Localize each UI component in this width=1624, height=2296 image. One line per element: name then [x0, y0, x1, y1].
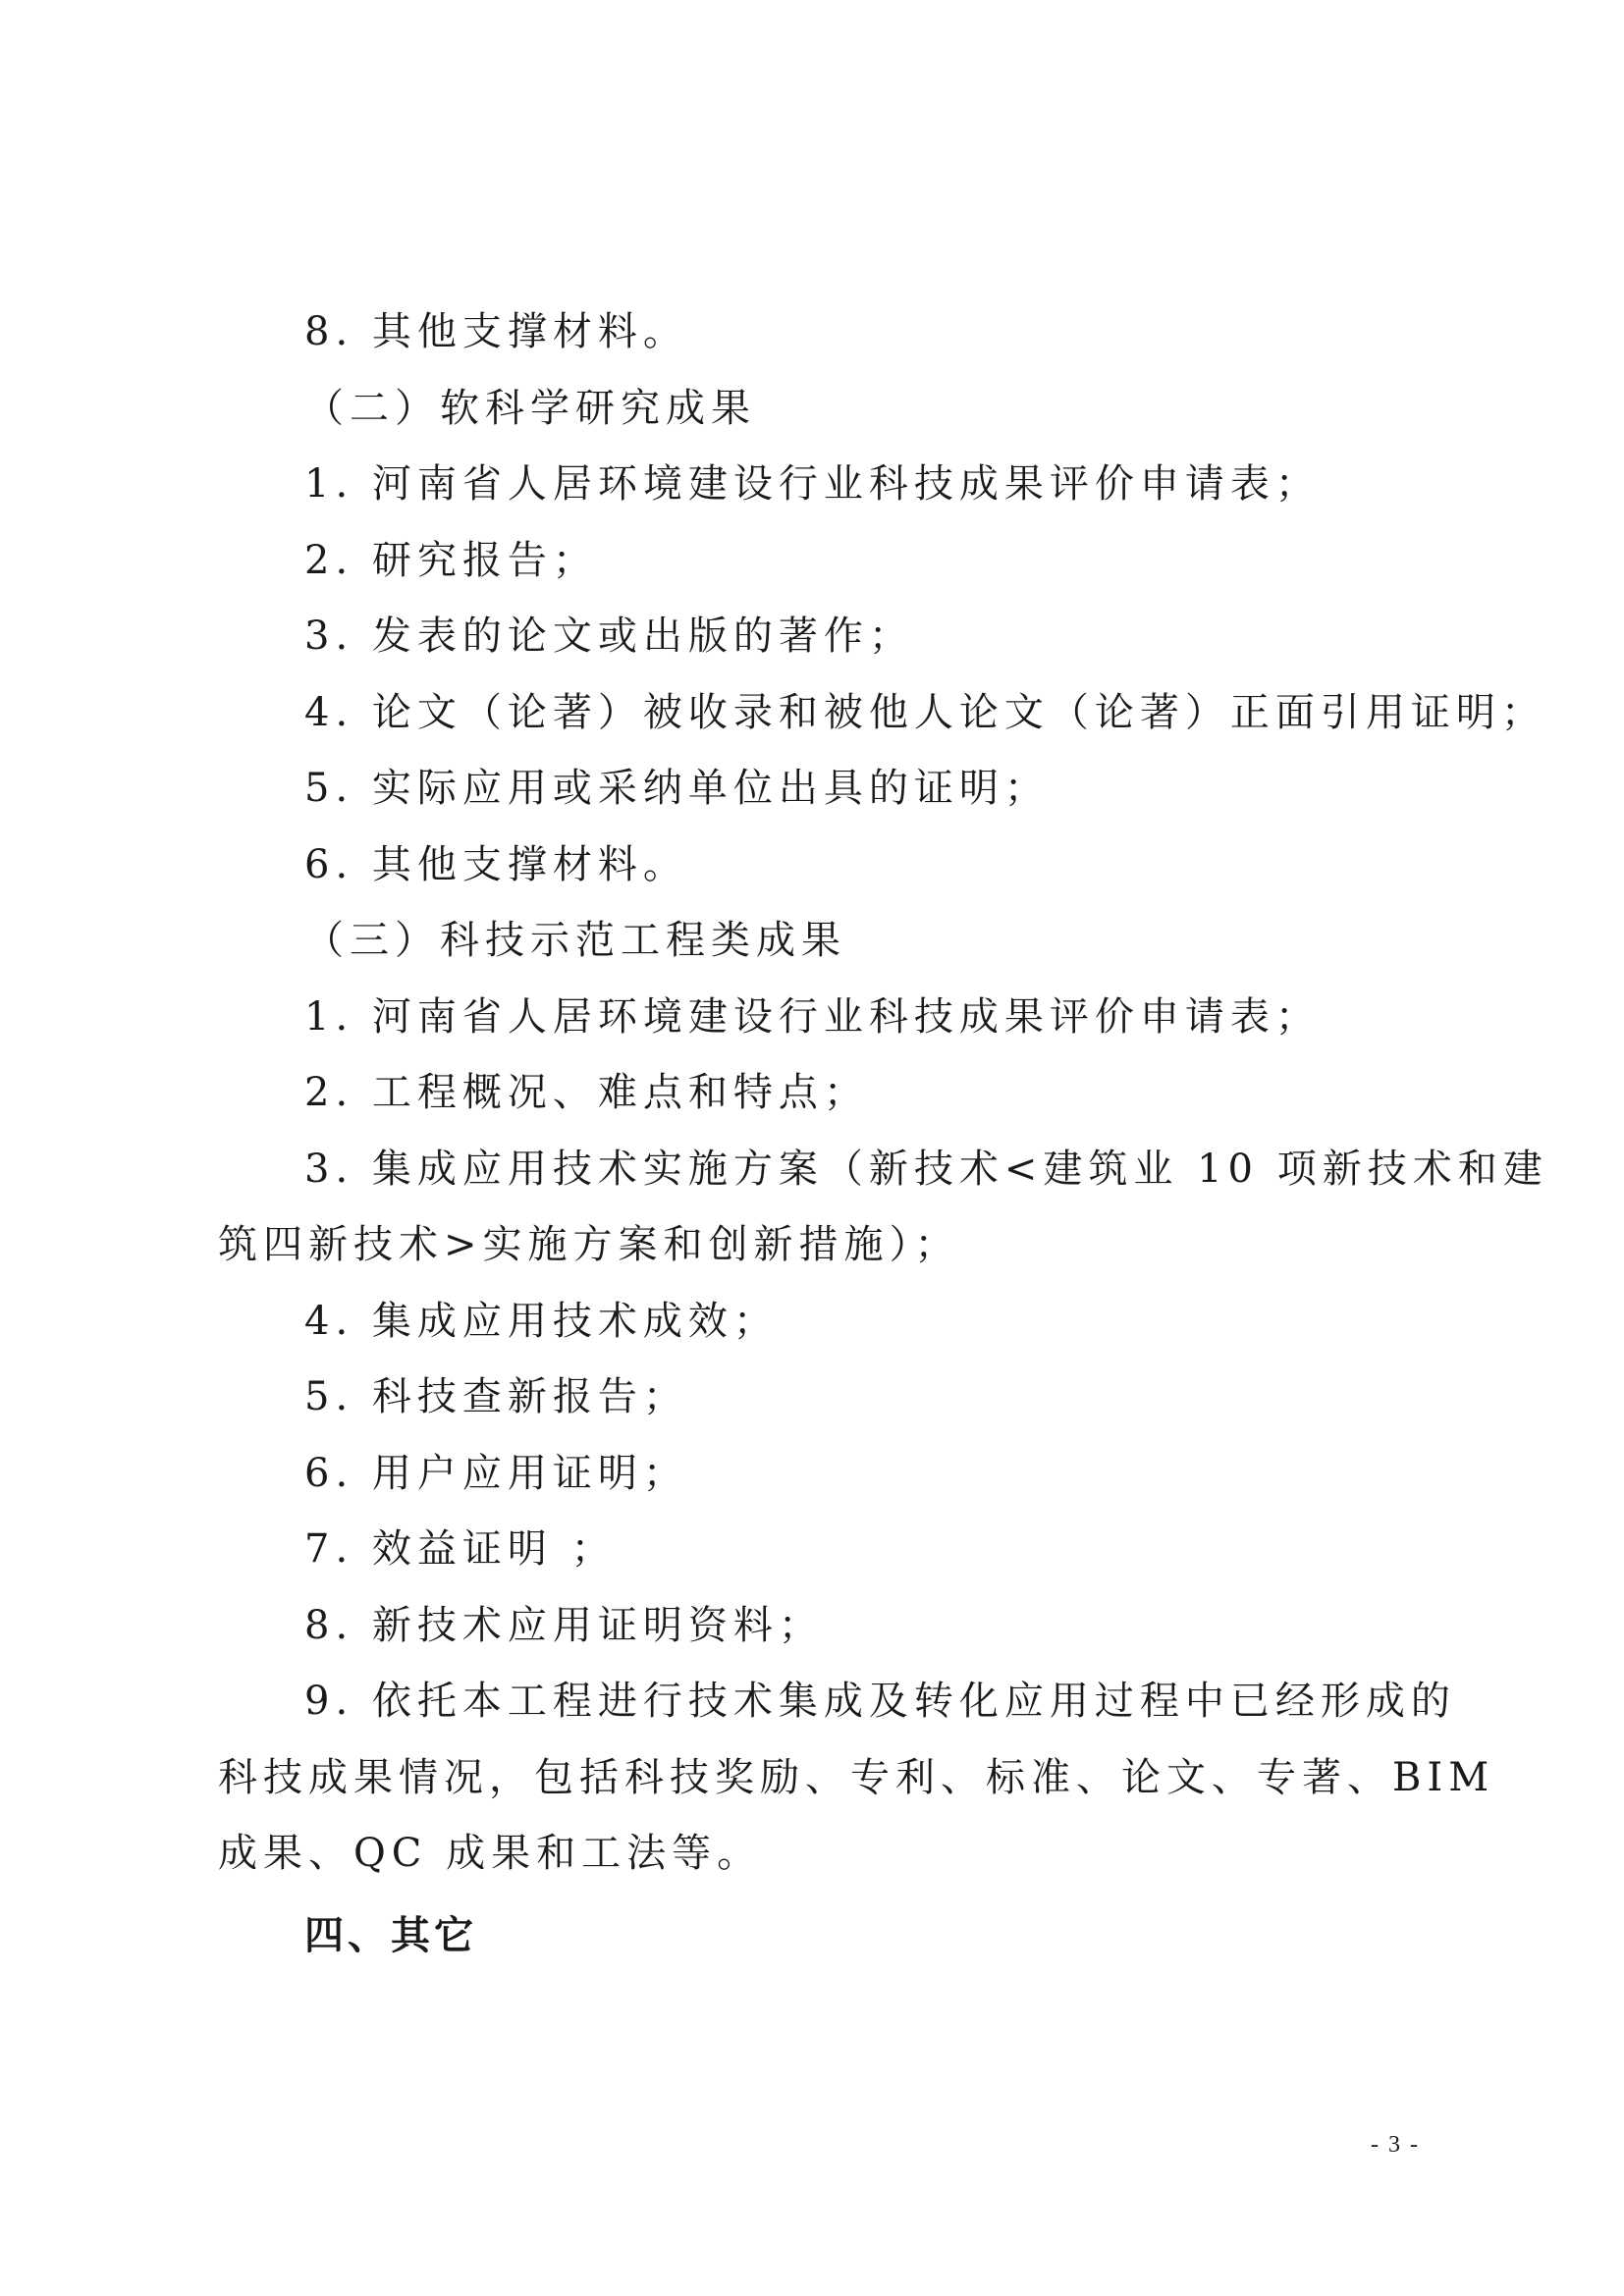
- subsection-heading: （二）软科学研究成果: [304, 385, 756, 431]
- list-item: 8. 其他支撑材料。: [304, 309, 688, 354]
- list-item: 6. 其他支撑材料。: [304, 841, 688, 887]
- subsection-heading: （三）科技示范工程类成果: [304, 918, 846, 963]
- list-item-continuation: 筑四新技术>实施方案和创新措施）；: [218, 1222, 960, 1267]
- list-item: 3. 集成应用技术实施方案（新技术<建筑业 10 项新技术和建: [304, 1146, 1548, 1192]
- list-item: 8. 新技术应用证明资料；: [304, 1602, 824, 1648]
- list-item: 1. 河南省人居环境建设行业科技成果评价申请表；: [304, 993, 1321, 1040]
- document-body: [218, 294, 1548, 1974]
- list-item: 4. 论文（论著）被收录和被他人论文（论著）正面引用证明；: [304, 689, 1546, 735]
- section-heading: 四、其它: [304, 1912, 477, 1958]
- list-item: 2. 工程概况、难点和特点；: [304, 1070, 869, 1115]
- list-item: 5. 科技查新报告；: [304, 1374, 688, 1419]
- list-item: 2. 研究报告；: [304, 537, 598, 583]
- list-item: 9. 依托本工程进行技术集成及转化应用过程中已经形成的: [304, 1679, 1456, 1724]
- list-item: 3. 发表的论文或出版的著作；: [304, 614, 914, 659]
- list-item: 5. 实际应用或采纳单位出具的证明；: [304, 766, 1050, 811]
- list-item-continuation: 科技成果情况，包括科技奖励、专利、标准、论文、专著、BIM: [218, 1754, 1495, 1800]
- list-item: 1. 河南省人居环境建设行业科技成果评价申请表；: [304, 461, 1321, 507]
- list-item: 6. 用户应用证明；: [304, 1450, 688, 1496]
- list-item-continuation: 成果、QC 成果和工法等。: [218, 1831, 763, 1876]
- list-item: 7. 效益证明 ；: [304, 1526, 617, 1572]
- page-number: - 3 -: [1371, 2132, 1420, 2158]
- list-item: 4. 集成应用技术成效；: [304, 1298, 779, 1344]
